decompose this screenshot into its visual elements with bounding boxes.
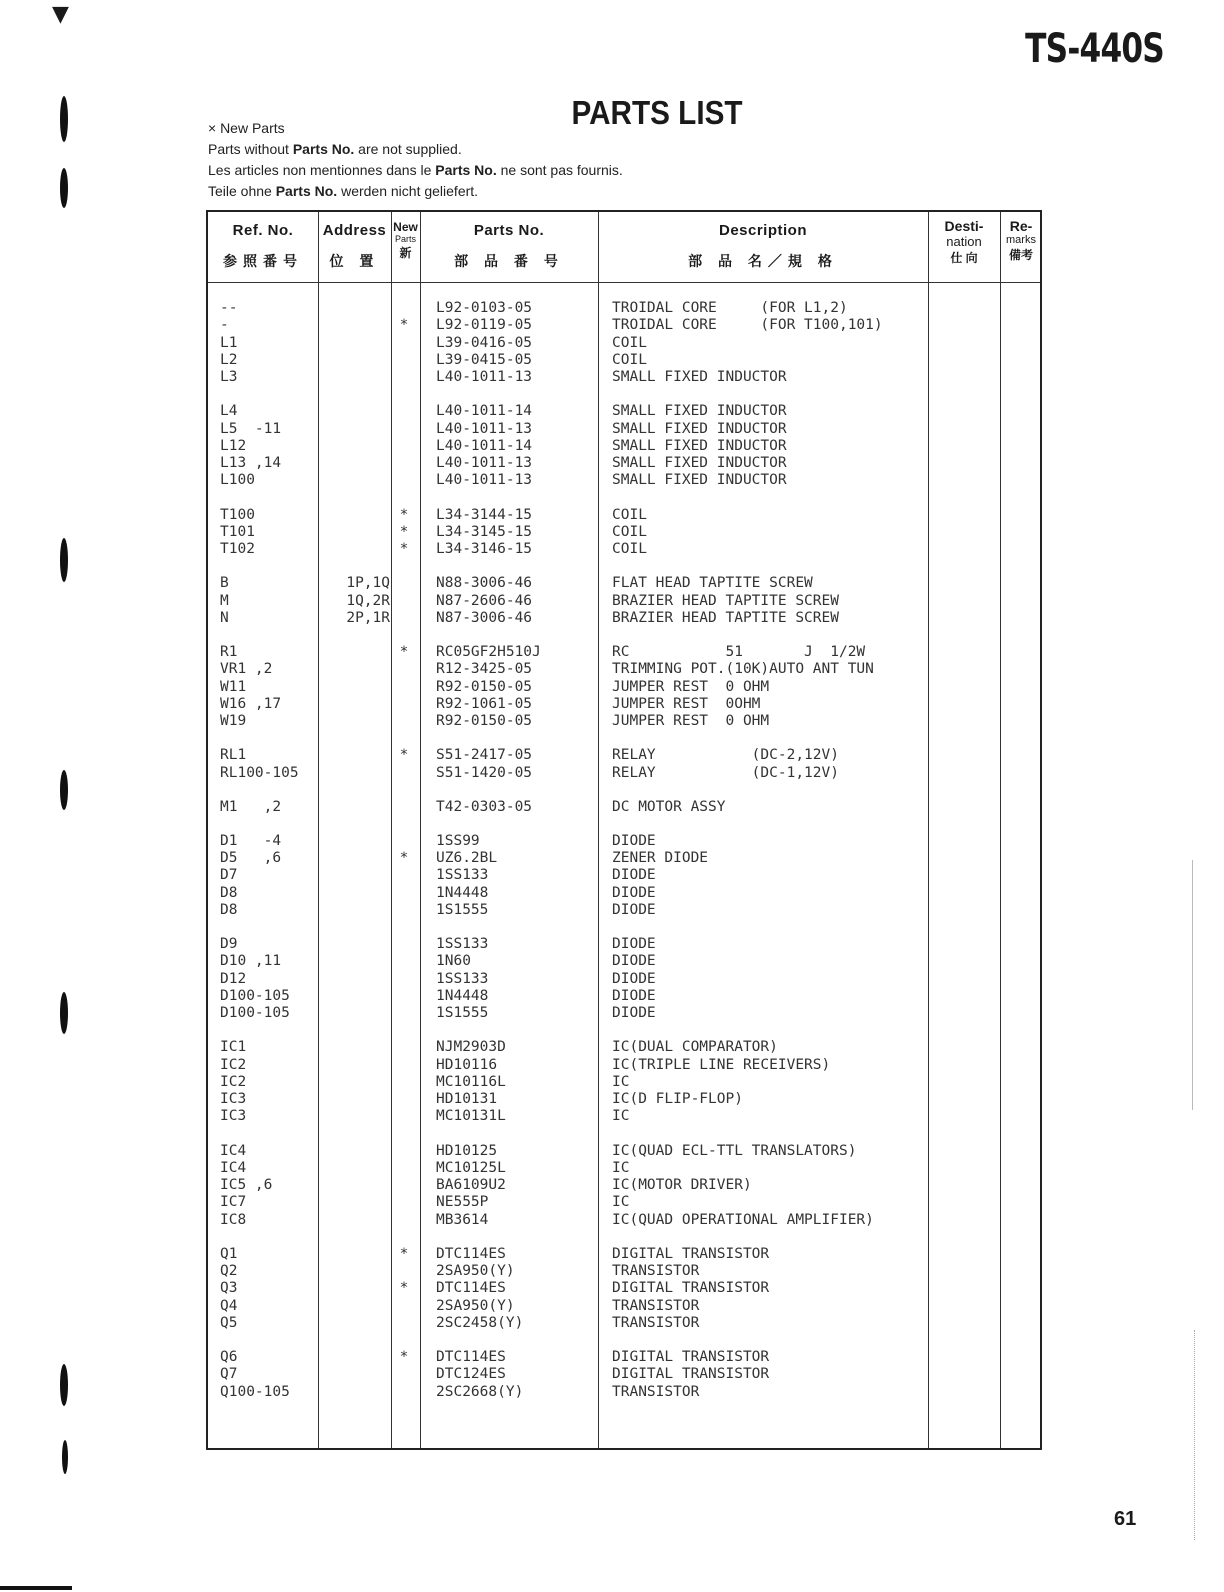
cell-ref: T102 [220, 541, 255, 558]
table-row [208, 713, 1040, 730]
table-row [208, 696, 1040, 713]
cell-part: DTC124ES [436, 1366, 506, 1383]
cell-desc: TROIDAL CORE (FOR T100,101) [612, 317, 883, 334]
cell-new: * [399, 1280, 409, 1297]
cell-part: L34-3145-15 [436, 523, 533, 540]
group-spacer [208, 1229, 1040, 1246]
page-number: 61 [1114, 1508, 1137, 1530]
cell-desc: IC [612, 1073, 630, 1090]
cell-ref: IC4 [220, 1142, 247, 1159]
table-row [208, 317, 1040, 334]
cell-addr: 2P,1R [346, 609, 390, 626]
table-row [208, 850, 1040, 867]
cell-ref: -- [220, 300, 238, 316]
cell-ref: L4 [220, 403, 238, 420]
table-row [208, 575, 1040, 592]
cell-desc: DIODE [612, 970, 656, 987]
cell-part: 1SS99 [436, 832, 480, 849]
cell-part: 1S1555 [436, 1005, 489, 1022]
table-row [208, 472, 1040, 489]
table-row [208, 352, 1040, 369]
bottom-edge-mark [0, 1586, 72, 1590]
group-spacer [208, 558, 1040, 575]
table-row [208, 902, 1040, 919]
cell-desc: SMALL FIXED INDUCTOR [612, 472, 787, 489]
cell-desc: JUMPER REST 0OHM [612, 695, 761, 712]
cell-part: N87-2606-46 [436, 592, 533, 609]
cell-desc: RELAY (DC-2,12V) [612, 747, 839, 764]
table-row [208, 867, 1040, 884]
cell-desc: TRANSISTOR [612, 1315, 700, 1332]
cell-part: T42-0303-05 [436, 798, 533, 815]
cell-desc: DIODE [612, 953, 656, 970]
group-spacer [208, 1332, 1040, 1349]
cell-desc: RELAY (DC-1,12V) [612, 764, 839, 781]
header-destination: Desti- nation 仕 向 [944, 218, 984, 265]
cell-part: 1N4448 [436, 884, 489, 901]
cell-part: MB3614 [436, 1211, 489, 1228]
table-row [208, 438, 1040, 455]
table-row [208, 747, 1040, 764]
cell-part: 2SC2458(Y) [436, 1315, 524, 1332]
cell-new: * [399, 541, 409, 558]
table-row [208, 799, 1040, 816]
header-parts-no: Parts No. 部 品 番 号 [454, 222, 564, 269]
cell-part: L34-3146-15 [436, 541, 533, 558]
table-row [208, 1366, 1040, 1383]
cell-ref: L100 [220, 472, 255, 489]
cell-part: MC10125L [436, 1159, 506, 1176]
scan-edge-dots [1194, 1330, 1195, 1540]
cell-ref: M1 ,2 [220, 798, 282, 815]
table-row [208, 1039, 1040, 1056]
cell-ref: IC5 ,6 [220, 1177, 273, 1194]
cell-desc: BRAZIER HEAD TAPTITE SCREW [612, 592, 839, 609]
cell-new: * [399, 523, 409, 540]
table-row [208, 988, 1040, 1005]
note-line: × New Parts [208, 120, 285, 136]
cell-desc: JUMPER REST 0 OHM [612, 678, 770, 695]
cell-desc: DIGITAL TRANSISTOR [612, 1245, 770, 1262]
cell-ref: L2 [220, 351, 238, 368]
cell-part: 1N60 [436, 953, 471, 970]
cell-ref: - [220, 317, 229, 334]
table-row [208, 610, 1040, 627]
cell-part: DTC114ES [436, 1349, 506, 1366]
cell-ref: Q6 [220, 1349, 238, 1366]
cell-desc: COIL [612, 506, 647, 523]
cell-desc: DIODE [612, 987, 656, 1004]
note-line: Les articles non mentionnes dans le Parts No. ne sont pas fournis. [208, 162, 623, 178]
table-row [208, 524, 1040, 541]
cell-ref: D12 [220, 970, 247, 987]
cell-desc: IC(QUAD OPERATIONAL AMPLIFIER) [612, 1211, 874, 1228]
group-spacer [208, 782, 1040, 799]
cell-desc: SMALL FIXED INDUCTOR [612, 437, 787, 454]
cell-part: L40-1011-13 [436, 369, 533, 386]
cell-part: L40-1011-13 [436, 472, 533, 489]
cell-addr: 1Q,2R [346, 592, 390, 609]
cell-desc: IC(MOTOR DRIVER) [612, 1177, 752, 1194]
table-row [208, 369, 1040, 386]
cell-ref: IC1 [220, 1039, 247, 1056]
cell-desc: IC(QUAD ECL-TTL TRANSLATORS) [612, 1142, 857, 1159]
cell-desc: TRIMMING POT.(10K)AUTO ANT TUN [612, 661, 874, 678]
cell-ref: Q5 [220, 1315, 238, 1332]
cell-part: 1S1555 [436, 901, 489, 918]
cell-part: BA6109U2 [436, 1177, 506, 1194]
cell-ref: W11 [220, 678, 247, 695]
cell-ref: D100-105 [220, 987, 290, 1004]
cell-ref: B [220, 575, 229, 592]
table-row [208, 936, 1040, 953]
cell-ref: RL1 [220, 747, 247, 764]
cell-part: MC10131L [436, 1108, 506, 1125]
table-row [208, 1349, 1040, 1366]
header-description: Description 部 品 名／規 格 [688, 222, 838, 269]
cell-ref: Q2 [220, 1263, 238, 1280]
table-row [208, 644, 1040, 661]
cell-part: S51-1420-05 [436, 764, 533, 781]
cell-desc: COIL [612, 523, 647, 540]
table-row [208, 1057, 1040, 1074]
cell-desc: COIL [612, 351, 647, 368]
cell-part: N87-3006-46 [436, 609, 533, 626]
cell-part: HD10131 [436, 1091, 498, 1108]
scan-edge-line [1192, 860, 1193, 1110]
table-row [208, 1212, 1040, 1229]
cell-part: L92-0119-05 [436, 317, 533, 334]
cell-desc: DIGITAL TRANSISTOR [612, 1280, 770, 1297]
table-row [208, 971, 1040, 988]
group-spacer [208, 919, 1040, 936]
cell-new: * [399, 643, 409, 660]
cell-ref: IC3 [220, 1091, 247, 1108]
cell-part: R12-3425-05 [436, 661, 533, 678]
cell-part: 1SS133 [436, 867, 489, 884]
cell-part: HD10116 [436, 1056, 498, 1073]
cell-desc: FLAT HEAD TAPTITE SCREW [612, 575, 813, 592]
cell-desc: DIODE [612, 901, 656, 918]
group-spacer [208, 1022, 1040, 1039]
note-line: Teile ohne Parts No. werden nicht geliefert. [208, 183, 479, 199]
cell-desc: SMALL FIXED INDUCTOR [612, 369, 787, 386]
table-row [208, 661, 1040, 678]
cell-desc: COIL [612, 334, 647, 351]
table-row [208, 885, 1040, 902]
cell-part: 2SC2668(Y) [436, 1383, 524, 1400]
parts-rows [208, 300, 1040, 1401]
cell-new: * [399, 1349, 409, 1366]
cell-desc: DIGITAL TRANSISTOR [612, 1366, 770, 1383]
page-title: PARTS LIST [571, 94, 743, 131]
table-row [208, 335, 1040, 352]
cell-new: * [399, 850, 409, 866]
group-spacer [208, 627, 1040, 644]
cell-desc: COIL [612, 541, 647, 558]
cell-new: * [399, 747, 409, 764]
cell-desc: TRANSISTOR [612, 1263, 700, 1280]
cell-part: R92-0150-05 [436, 678, 533, 695]
table-row [208, 1384, 1040, 1401]
cell-part: 1SS133 [436, 970, 489, 987]
cell-part: R92-0150-05 [436, 713, 533, 730]
cell-addr: 1P,1Q [346, 575, 390, 592]
group-spacer [208, 386, 1040, 403]
table-row [208, 421, 1040, 438]
cell-part: R92-1061-05 [436, 695, 533, 712]
cell-desc: RC 51 J 1/2W [612, 643, 866, 660]
table-row [208, 1298, 1040, 1315]
cell-part: L40-1011-14 [436, 437, 533, 454]
table-row [208, 455, 1040, 472]
table-row [208, 1315, 1040, 1332]
cell-part: L34-3144-15 [436, 506, 533, 523]
cell-new: * [399, 317, 409, 334]
cell-ref: Q1 [220, 1245, 238, 1262]
header-ref: Ref. No. 参照番号 [223, 222, 303, 269]
cell-part: L39-0416-05 [436, 334, 533, 351]
cell-ref: M [220, 592, 229, 609]
cell-ref: IC8 [220, 1211, 247, 1228]
cell-part: 1N4448 [436, 987, 489, 1004]
note-line: Parts without Parts No. are not supplied. [208, 141, 462, 157]
cell-ref: RL100-105 [220, 764, 299, 781]
table-row [208, 541, 1040, 558]
table-row [208, 300, 1040, 317]
cell-ref: IC3 [220, 1108, 247, 1125]
parts-notes [208, 118, 623, 202]
group-spacer [208, 730, 1040, 747]
cell-ref: IC7 [220, 1194, 247, 1211]
cell-desc: IC(D FLIP-FLOP) [612, 1091, 743, 1108]
cell-ref: L1 [220, 334, 238, 351]
cell-ref: L3 [220, 369, 238, 386]
cell-ref: T100 [220, 506, 255, 523]
cell-part: 2SA950(Y) [436, 1263, 515, 1280]
table-row [208, 403, 1040, 420]
cell-desc: DC MOTOR ASSY [612, 798, 726, 815]
cell-part: HD10125 [436, 1142, 498, 1159]
header-divider [208, 282, 1040, 283]
table-row [208, 765, 1040, 782]
cell-desc: TRANSISTOR [612, 1383, 700, 1400]
table-row [208, 1005, 1040, 1022]
cell-ref: W16 ,17 [220, 695, 282, 712]
cell-desc: SMALL FIXED INDUCTOR [612, 403, 787, 420]
cell-desc: BRAZIER HEAD TAPTITE SCREW [612, 609, 839, 626]
cell-part: L40-1011-14 [436, 403, 533, 420]
cell-part: RC05GF2H510J [436, 643, 541, 660]
cell-ref: D8 [220, 901, 238, 918]
model-number: TS-440S [1025, 26, 1164, 72]
cell-part: DTC114ES [436, 1245, 506, 1262]
table-row [208, 1246, 1040, 1263]
table-row [208, 1280, 1040, 1297]
cell-ref: IC2 [220, 1056, 247, 1073]
cell-ref: D8 [220, 884, 238, 901]
cell-part: L92-0103-05 [436, 300, 533, 316]
cell-part: N88-3006-46 [436, 575, 533, 592]
cell-desc: ZENER DIODE [612, 850, 709, 866]
cell-desc: TROIDAL CORE (FOR L1,2) [612, 300, 848, 316]
cell-desc: SMALL FIXED INDUCTOR [612, 455, 787, 472]
cell-desc: DIODE [612, 884, 656, 901]
cell-ref: VR1 ,2 [220, 661, 273, 678]
cell-desc: DIODE [612, 867, 656, 884]
table-row [208, 953, 1040, 970]
cell-ref: N [220, 609, 229, 626]
cell-part: UZ6.2BL [436, 850, 498, 866]
table-row [208, 507, 1040, 524]
cell-desc: DIGITAL TRANSISTOR [612, 1349, 770, 1366]
table-row [208, 1263, 1040, 1280]
cell-ref: W19 [220, 713, 247, 730]
cell-ref: Q3 [220, 1280, 238, 1297]
table-row [208, 1074, 1040, 1091]
cell-desc: IC [612, 1194, 630, 1211]
cell-desc: DIODE [612, 832, 656, 849]
table-row [208, 593, 1040, 610]
table-row [208, 1160, 1040, 1177]
cell-ref: D1 -4 [220, 832, 282, 849]
table-row [208, 833, 1040, 850]
parts-table [206, 210, 1042, 1450]
cell-desc: DIODE [612, 1005, 656, 1022]
cell-part: L39-0415-05 [436, 351, 533, 368]
group-spacer [208, 490, 1040, 507]
cell-ref: IC4 [220, 1159, 247, 1176]
cell-part: 1SS133 [436, 935, 489, 952]
header-new-parts: New Parts 新 [393, 220, 418, 260]
group-spacer [208, 816, 1040, 833]
cell-ref: L13 ,14 [220, 455, 282, 472]
header-address: Address 位 置 [322, 222, 387, 269]
cell-desc: IC [612, 1108, 630, 1125]
cell-ref: T101 [220, 523, 255, 540]
cell-desc: JUMPER REST 0 OHM [612, 713, 770, 730]
cell-desc: SMALL FIXED INDUCTOR [612, 420, 787, 437]
cell-ref: D9 [220, 935, 238, 952]
cell-part: NJM2903D [436, 1039, 506, 1056]
cell-desc: TRANSISTOR [612, 1297, 700, 1314]
cell-desc: DIODE [612, 935, 656, 952]
table-row [208, 1194, 1040, 1211]
table-row [208, 1143, 1040, 1160]
table-row [208, 679, 1040, 696]
cell-part: L40-1011-13 [436, 420, 533, 437]
table-row [208, 1108, 1040, 1125]
cell-part: 2SA950(Y) [436, 1297, 515, 1314]
cell-part: NE555P [436, 1194, 489, 1211]
header-remarks: Re- marks 備考 [1006, 218, 1036, 262]
corner-tick-mark: ▼ [52, 2, 69, 27]
cell-part: DTC114ES [436, 1280, 506, 1297]
cell-ref: R1 [220, 643, 238, 660]
cell-ref: L5 -11 [220, 420, 282, 437]
cell-ref: Q4 [220, 1297, 238, 1314]
cell-part: S51-2417-05 [436, 747, 533, 764]
cell-desc: IC [612, 1159, 630, 1176]
group-spacer [208, 1126, 1040, 1143]
table-row [208, 1177, 1040, 1194]
table-row [208, 1091, 1040, 1108]
cell-ref: D7 [220, 867, 238, 884]
cell-ref: Q7 [220, 1366, 238, 1383]
cell-ref: D5 ,6 [220, 850, 282, 866]
cell-desc: IC(DUAL COMPARATOR) [612, 1039, 778, 1056]
cell-ref: IC2 [220, 1073, 247, 1090]
cell-part: L40-1011-13 [436, 455, 533, 472]
cell-new: * [399, 1245, 409, 1262]
cell-ref: L12 [220, 437, 247, 454]
cell-new: * [399, 506, 409, 523]
cell-part: MC10116L [436, 1073, 506, 1090]
cell-desc: IC(TRIPLE LINE RECEIVERS) [612, 1056, 831, 1073]
cell-ref: D10 ,11 [220, 953, 282, 970]
cell-ref: D100-105 [220, 1005, 290, 1022]
cell-ref: Q100-105 [220, 1383, 290, 1400]
